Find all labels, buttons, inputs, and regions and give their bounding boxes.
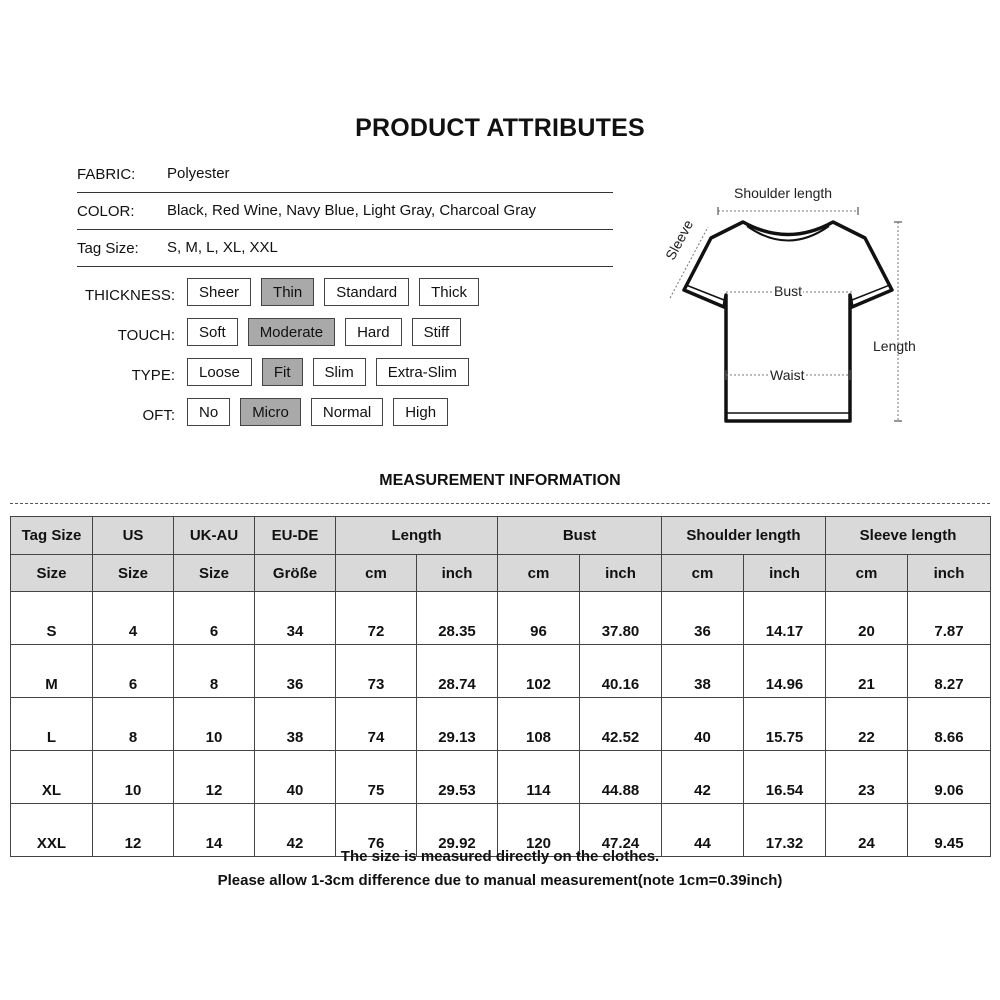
touch-options [187,318,461,346]
header-tag-size: Tag Size [11,517,93,555]
table-cell: 9.45 [908,804,991,857]
tag-size-value: S, M, L, XL, XXL [167,239,278,256]
table-cell: 40.16 [580,645,662,698]
table-cell: 72 [336,592,417,645]
table-cell: 36 [662,592,744,645]
table-cell: 14.17 [744,592,826,645]
type-options [187,358,469,386]
table-cell: 14 [174,804,255,857]
table-subheader-row [11,555,991,592]
table-cell: 23 [826,751,908,804]
subheader-cell: cm [826,555,908,592]
subheader-cell: inch [744,555,826,592]
table-cell: 73 [336,645,417,698]
color-value: Black, Red Wine, Navy Blue, Light Gray, Charcoal Gray [167,202,537,219]
table-cell: 42 [255,804,336,857]
table-cell: 16.54 [744,751,826,804]
table-cell: 44.88 [580,751,662,804]
table-cell: 36 [255,645,336,698]
dashed-divider [10,503,990,504]
header-bust: Bust [498,517,662,555]
oft-option-high: High [393,398,448,426]
oft-label: OFT: [142,407,175,424]
note-line-1: The size is measured directly on the clothes. [340,848,660,865]
thickness-option-thin: Thin [261,278,314,306]
table-cell: 42.52 [580,698,662,751]
table-cell: 17.32 [744,804,826,857]
subheader-cell: Size [93,555,174,592]
table-cell: 28.74 [417,645,498,698]
table-cell: 12 [174,751,255,804]
thickness-option-standard: Standard [324,278,409,306]
subheader-cell: inch [580,555,662,592]
divider [77,192,613,193]
table-row [11,592,991,645]
color-label: COLOR: [77,203,135,220]
subheader-cell: Größe [255,555,336,592]
table-cell: 10 [93,751,174,804]
tag-size-label: Tag Size: [77,240,139,257]
table-cell: 76 [336,804,417,857]
table-cell: 21 [826,645,908,698]
table-cell: 15.75 [744,698,826,751]
thickness-option-sheer: Sheer [187,278,251,306]
table-row [11,698,991,751]
subheader-cell: Size [11,555,93,592]
header-sleeve-length: Sleeve length [826,517,991,555]
table-cell: 14.96 [744,645,826,698]
divider [77,266,613,267]
table-cell: 96 [498,592,580,645]
table-header-row [11,517,991,555]
table-cell: 6 [174,592,255,645]
type-option-loose: Loose [187,358,252,386]
subheader-cell: inch [417,555,498,592]
oft-options [187,398,448,426]
oft-option-micro: Micro [240,398,301,426]
table-row [11,751,991,804]
table-cell: 8 [93,698,174,751]
thickness-options [187,278,479,306]
table-cell: S [11,592,93,645]
subheader-cell: inch [908,555,991,592]
page-title: PRODUCT ATTRIBUTES [355,114,645,142]
subheader-cell: cm [662,555,744,592]
measurement-title: MEASUREMENT INFORMATION [379,472,621,489]
table-cell: 20 [826,592,908,645]
subheader-cell: cm [498,555,580,592]
thickness-option-thick: Thick [419,278,479,306]
table-cell: 38 [255,698,336,751]
touch-option-stiff: Stiff [412,318,462,346]
header-uk-au: UK-AU [174,517,255,555]
waist-label: Waist [770,367,805,383]
table-cell: M [11,645,93,698]
table-cell: XXL [11,804,93,857]
type-option-slim: Slim [313,358,366,386]
table-cell: 44 [662,804,744,857]
table-cell: 8.27 [908,645,991,698]
type-option-fit: Fit [262,358,303,386]
table-cell: 120 [498,804,580,857]
table-cell: 8 [174,645,255,698]
header-shoulder-length: Shoulder length [662,517,826,555]
table-cell: 37.80 [580,592,662,645]
table-cell: 28.35 [417,592,498,645]
table-cell: 6 [93,645,174,698]
table-cell: 42 [662,751,744,804]
header-eu-de: EU-DE [255,517,336,555]
subheader-cell: cm [336,555,417,592]
fabric-value: Polyester [167,165,230,182]
oft-option-no: No [187,398,230,426]
touch-option-hard: Hard [345,318,402,346]
length-label: Length [873,338,916,354]
table-cell: 47.24 [580,804,662,857]
touch-option-soft: Soft [187,318,238,346]
note-line-2: Please allow 1-3cm difference due to manual measurement(note 1cm=0.39inch) [217,872,783,889]
table-cell: 34 [255,592,336,645]
table-cell: 74 [336,698,417,751]
table-cell: 10 [174,698,255,751]
tshirt-icon [684,222,892,421]
table-cell: 102 [498,645,580,698]
table-cell: 75 [336,751,417,804]
table-cell: 8.66 [908,698,991,751]
bust-label: Bust [774,283,803,299]
table-cell: 24 [826,804,908,857]
touch-label: TOUCH: [117,327,175,344]
table-cell: 9.06 [908,751,991,804]
oft-option-normal: Normal [311,398,383,426]
table-cell: L [11,698,93,751]
table-row [11,645,991,698]
tshirt-diagram [640,175,930,445]
table-cell: 38 [662,645,744,698]
fabric-label: FABRIC: [77,166,136,183]
sleeve-label: Sleeve [662,217,697,263]
table-cell: 29.53 [417,751,498,804]
type-option-extra-slim: Extra-Slim [376,358,469,386]
thickness-label: THICKNESS: [84,287,175,304]
measurement-table [10,516,991,857]
table-cell: 114 [498,751,580,804]
table-cell: 29.92 [417,804,498,857]
table-cell: 29.13 [417,698,498,751]
subheader-cell: Size [174,555,255,592]
table-cell: 7.87 [908,592,991,645]
header-us: US [93,517,174,555]
touch-option-moderate: Moderate [248,318,335,346]
type-label: TYPE: [131,367,175,384]
table-cell: 40 [255,751,336,804]
shoulder-length-label: Shoulder length [734,185,833,201]
table-cell: 12 [93,804,174,857]
table-cell: XL [11,751,93,804]
table-cell: 108 [498,698,580,751]
divider [77,229,613,230]
header-length: Length [336,517,498,555]
table-cell: 4 [93,592,174,645]
table-cell: 40 [662,698,744,751]
measurement-table-body [11,592,991,857]
table-cell: 22 [826,698,908,751]
